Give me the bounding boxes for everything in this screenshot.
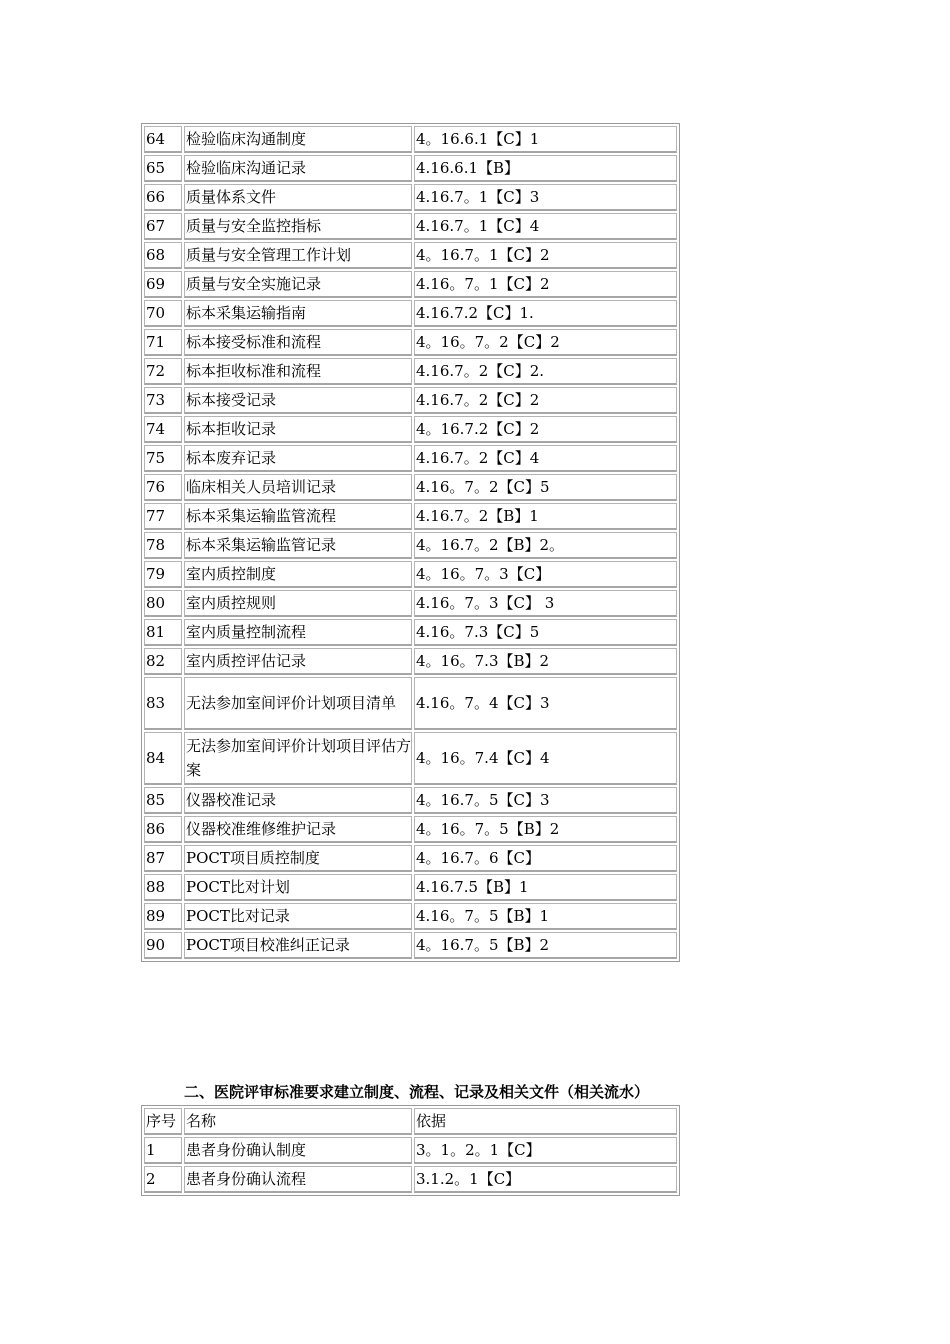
row-basis: 4。16.7。5【C】3: [414, 787, 677, 814]
row-name: 检验临床沟通制度: [184, 126, 412, 153]
row-number: 71: [144, 329, 182, 356]
row-name: POCT比对计划: [184, 874, 412, 901]
row-basis: 4.16。7。3【C】 3: [414, 590, 677, 617]
row-number: 81: [144, 619, 182, 646]
row-number: 72: [144, 358, 182, 385]
table-row: [144, 845, 677, 872]
row-number: 65: [144, 155, 182, 182]
row-basis: 4.16.7。2【C】2.: [414, 358, 677, 385]
table-row: [144, 816, 677, 843]
row-number: 75: [144, 445, 182, 472]
table-row: [144, 590, 677, 617]
row-name: POCT比对记录: [184, 903, 412, 930]
table-row: [144, 300, 677, 327]
table-row: [144, 932, 677, 959]
row-basis: 4.16.6.1【B】: [414, 155, 677, 182]
record-table-2-body: [144, 1137, 677, 1193]
row-number: 79: [144, 561, 182, 588]
row-basis: 4。16.7。6【C】: [414, 845, 677, 872]
row-basis: 4。16。7。3【C】: [414, 561, 677, 588]
row-name: 检验临床沟通记录: [184, 155, 412, 182]
row-name: 标本采集运输指南: [184, 300, 412, 327]
table-row: [144, 1137, 677, 1164]
row-name: 标本拒收标准和流程: [184, 358, 412, 385]
row-number: 78: [144, 532, 182, 559]
row-basis: 4.16.7。1【C】4: [414, 213, 677, 240]
row-basis: 4。16。7.4【C】4: [414, 732, 677, 785]
row-name: 室内质量控制流程: [184, 619, 412, 646]
row-name: 室内质控规则: [184, 590, 412, 617]
row-basis: 4.16。7。5【B】1: [414, 903, 677, 930]
table-row: [144, 648, 677, 675]
row-number: 2: [144, 1166, 182, 1193]
row-name: 质量与安全实施记录: [184, 271, 412, 298]
row-name: 临床相关人员培训记录: [184, 474, 412, 501]
table-row: [144, 874, 677, 901]
row-name: 仪器校准维修维护记录: [184, 816, 412, 843]
table-row: [144, 619, 677, 646]
record-table-1: [141, 123, 680, 962]
table-header-row: [144, 1108, 677, 1135]
row-number: 68: [144, 242, 182, 269]
table-row: [144, 126, 677, 153]
row-name: 标本接受记录: [184, 387, 412, 414]
row-number: 69: [144, 271, 182, 298]
row-basis: 4。16。7。2【C】2: [414, 329, 677, 356]
row-basis: 4。16.7。2【B】2。: [414, 532, 677, 559]
row-basis: 4。16。7。5【B】2: [414, 816, 677, 843]
table-row: [144, 532, 677, 559]
table-row: [144, 445, 677, 472]
row-basis: 4。16.6.1【C】1: [414, 126, 677, 153]
table-row: [144, 358, 677, 385]
row-basis: 4。16.7.2【C】2: [414, 416, 677, 443]
table-row: [144, 329, 677, 356]
header-name: 名称: [184, 1108, 412, 1135]
row-number: 74: [144, 416, 182, 443]
table-row: [144, 903, 677, 930]
row-number: 89: [144, 903, 182, 930]
row-basis: 4.16.7。1【C】3: [414, 184, 677, 211]
row-number: 90: [144, 932, 182, 959]
row-name: 室内质控制度: [184, 561, 412, 588]
row-basis: 4。16。7.3【B】2: [414, 648, 677, 675]
row-number: 87: [144, 845, 182, 872]
row-basis: 3.1.2。1【C】: [414, 1166, 677, 1193]
row-basis: 4。16.7。1【C】2: [414, 242, 677, 269]
table-row: [144, 213, 677, 240]
header-no: 序号: [144, 1108, 182, 1135]
table-row: [144, 387, 677, 414]
row-number: 73: [144, 387, 182, 414]
table-row: [144, 787, 677, 814]
row-basis: 4.16.7.2【C】1.: [414, 300, 677, 327]
row-name: 质量与安全管理工作计划: [184, 242, 412, 269]
row-basis: 4.16.7.5【B】1: [414, 874, 677, 901]
record-table-2-header: [144, 1108, 677, 1135]
row-name: 标本废弃记录: [184, 445, 412, 472]
table-row: [144, 474, 677, 501]
row-name: 室内质控评估记录: [184, 648, 412, 675]
record-table-1-body: [144, 126, 677, 959]
row-number: 88: [144, 874, 182, 901]
row-name: 质量体系文件: [184, 184, 412, 211]
row-name: 标本接受标准和流程: [184, 329, 412, 356]
row-basis: 4.16.7。2【B】1: [414, 503, 677, 530]
table-row: [144, 184, 677, 211]
row-name: 患者身份确认流程: [184, 1166, 412, 1193]
row-basis: 4。16.7。5【B】2: [414, 932, 677, 959]
table-row: [144, 155, 677, 182]
row-number: 66: [144, 184, 182, 211]
row-basis: 4.16。7。2【C】5: [414, 474, 677, 501]
row-name: 标本采集运输监管记录: [184, 532, 412, 559]
row-name: 无法参加室间评价计划项目评估方案: [184, 732, 412, 785]
row-basis: 4.16。7.3【C】5: [414, 619, 677, 646]
row-name: 质量与安全监控指标: [184, 213, 412, 240]
row-name: POCT项目校准纠正记录: [184, 932, 412, 959]
row-name: 标本采集运输监管流程: [184, 503, 412, 530]
row-number: 77: [144, 503, 182, 530]
row-basis: 4.16。7。1【C】2: [414, 271, 677, 298]
row-number: 80: [144, 590, 182, 617]
table-row: [144, 503, 677, 530]
row-name: 仪器校准记录: [184, 787, 412, 814]
table-row: [144, 732, 677, 785]
table-row: [144, 242, 677, 269]
table-row: [144, 677, 677, 730]
table-row: [144, 561, 677, 588]
record-table-2: [141, 1105, 680, 1196]
row-basis: 4.16.7。2【C】2: [414, 387, 677, 414]
row-number: 64: [144, 126, 182, 153]
header-basis: 依据: [414, 1108, 677, 1135]
row-name: 无法参加室间评价计划项目清单: [184, 677, 412, 730]
row-basis: 3。1。2。1【C】: [414, 1137, 677, 1164]
table-row: [144, 416, 677, 443]
table-row: [144, 1166, 677, 1193]
row-number: 86: [144, 816, 182, 843]
row-basis: 4.16。7。4【C】3: [414, 677, 677, 730]
section-2-title: 二、医院评审标准要求建立制度、流程、记录及相关文件（相关流水）: [184, 1083, 650, 1101]
row-name: 标本拒收记录: [184, 416, 412, 443]
row-number: 76: [144, 474, 182, 501]
row-basis: 4.16.7。2【C】4: [414, 445, 677, 472]
row-name: 患者身份确认制度: [184, 1137, 412, 1164]
row-number: 67: [144, 213, 182, 240]
row-number: 85: [144, 787, 182, 814]
row-number: 83: [144, 677, 182, 730]
row-name: POCT项目质控制度: [184, 845, 412, 872]
row-number: 1: [144, 1137, 182, 1164]
row-number: 70: [144, 300, 182, 327]
table-row: [144, 271, 677, 298]
row-number: 84: [144, 732, 182, 785]
row-number: 82: [144, 648, 182, 675]
